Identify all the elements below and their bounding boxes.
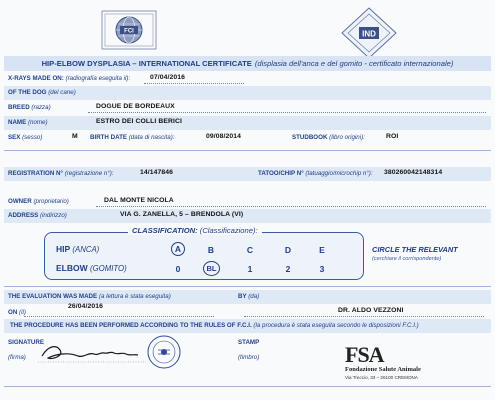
breed-value: DOGUE DE BORDEAUX bbox=[96, 103, 175, 110]
elbow-grade-2: 2 bbox=[285, 264, 291, 274]
tattoo-value: 380260042148314 bbox=[384, 169, 443, 176]
address-value: VIA G. ZANELLA, 5 – BRENDOLA (VI) bbox=[120, 211, 244, 218]
classification-title: CLASSIFICATION: (Classificazione): bbox=[128, 226, 262, 235]
dog-section-row bbox=[4, 86, 491, 100]
title-italian: (displasia dell'anca e del gomito - certificato internazionale) bbox=[254, 59, 454, 68]
procedure-row bbox=[4, 319, 491, 333]
studbook-label: STUDBOOK (libro origini): bbox=[292, 134, 365, 141]
fci-logo-icon bbox=[92, 5, 166, 53]
logo-right-text: IND bbox=[362, 29, 376, 39]
hip-grade-b: B bbox=[207, 245, 215, 255]
evaluation-row bbox=[4, 290, 491, 304]
stamp-italian: (timbro) bbox=[238, 354, 260, 361]
address-row bbox=[4, 209, 491, 223]
signature-label: SIGNATURE bbox=[8, 339, 44, 346]
elbow-grade-1: 1 bbox=[247, 264, 253, 274]
hip-label: HIP (ANCA) bbox=[56, 244, 100, 254]
evaluator-name: DR. ALDO VEZZONI bbox=[338, 307, 404, 314]
elbow-label: ELBOW (GOMITO) bbox=[56, 263, 127, 273]
xrays-row bbox=[4, 72, 491, 86]
sex-birth-row bbox=[4, 131, 491, 145]
signature-italian: (firma) bbox=[8, 354, 26, 361]
sex-label: SEX (sesso) bbox=[8, 134, 43, 141]
hip-grade-c: C bbox=[246, 245, 254, 255]
birth-value: 09/08/2014 bbox=[206, 133, 242, 140]
owner-label: OWNER (proprietario) bbox=[8, 198, 69, 205]
hip-grade-a-circled: A bbox=[171, 242, 185, 256]
name-value: ESTRO DEI COLLI BERICI bbox=[96, 118, 183, 125]
procedure-text: THE PROCEDURE HAS BEEN PERFORMED ACCORDING TO THE RULES OF F.C.I. (la procedura è stata eseguita secondo le disposizioni F.C.I.) bbox=[10, 322, 419, 329]
elbow-grade-3: 3 bbox=[319, 264, 325, 274]
xrays-label: X-RAYS MADE ON: (radiografia eseguita il): bbox=[8, 75, 131, 82]
veterinary-stamp-icon bbox=[146, 334, 182, 370]
breed-row bbox=[4, 101, 491, 115]
fsa-name: Fondazione Salute Animale bbox=[345, 366, 421, 373]
by-label: BY (da) bbox=[238, 293, 260, 300]
ind-logo-icon bbox=[338, 6, 400, 60]
certificate-title bbox=[4, 56, 491, 71]
evaluation-date: 26/04/2016 bbox=[68, 303, 104, 310]
signature-icon bbox=[38, 338, 148, 366]
title-main: HIP-ELBOW DYSPLASIA – INTERNATIONAL CERTIFICATE bbox=[41, 59, 252, 68]
tattoo-label: TATOO/CHIP N° (tatuaggio/microchip n°): bbox=[258, 170, 373, 177]
elbow-grade-0: 0 bbox=[175, 264, 181, 274]
dog-section-label: OF THE DOG (del cane) bbox=[8, 89, 76, 96]
circle-relevant-italian: (cerchiare il corrispondente) bbox=[372, 256, 442, 262]
registration-row bbox=[4, 167, 491, 181]
logo-left-text: FCI bbox=[124, 28, 134, 35]
stamp-label: STAMP bbox=[238, 339, 260, 346]
xrays-value: 07/04/2016 bbox=[150, 74, 186, 81]
name-label: NAME (nome) bbox=[8, 119, 48, 126]
fsa-logo-text: FSA bbox=[345, 342, 384, 367]
hip-grade-d: D bbox=[284, 245, 292, 255]
registration-value: 14/147846 bbox=[140, 169, 174, 176]
registration-label: REGISTRATION N° (registrazione n°): bbox=[8, 170, 114, 177]
birth-label: BIRTH DATE (data di nascita): bbox=[90, 134, 175, 141]
sex-value: M bbox=[72, 133, 78, 140]
breed-label: BREED (razza) bbox=[8, 104, 51, 111]
owner-row bbox=[4, 195, 491, 209]
name-row bbox=[4, 116, 491, 130]
studbook-value: ROI bbox=[386, 133, 399, 140]
circle-relevant-note: CIRCLE THE RELEVANT bbox=[372, 245, 458, 254]
elbow-grade-bl-circled: BL bbox=[203, 261, 220, 276]
evaluation-label: THE EVALUATION WAS MADE (a lettura è stata eseguita) bbox=[8, 293, 171, 300]
fsa-address: Via Treccio, 33 – 26100 CREMONA bbox=[345, 375, 418, 380]
owner-value: DAL MONTE NICOLA bbox=[104, 197, 174, 204]
evaluation-date-row bbox=[4, 304, 491, 318]
on-label: ON (il) bbox=[8, 309, 26, 316]
address-label: ADDRESS (indirizzo) bbox=[8, 212, 67, 219]
hip-grade-e: E bbox=[319, 245, 325, 255]
